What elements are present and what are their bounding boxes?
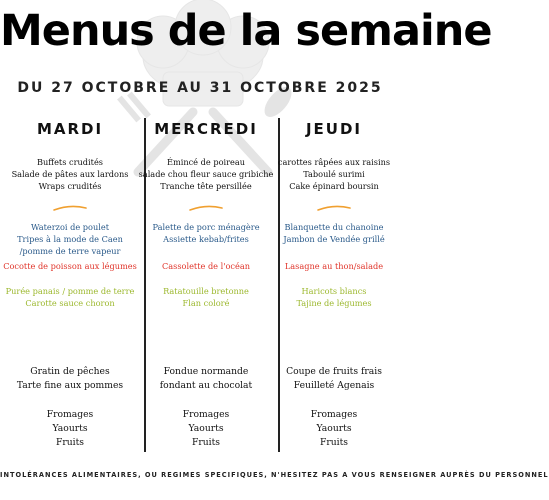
legumes-list <box>138 285 274 309</box>
dish-fromage: Fruits <box>319 437 349 448</box>
dish-entree: Cake épinard boursin <box>289 181 379 191</box>
dish-plat: Palette de porc ménagère <box>152 222 260 232</box>
legumes-list <box>2 285 138 309</box>
day-column-mercredi <box>138 118 274 448</box>
dish-special: Cassolette de l'océan <box>161 261 251 271</box>
dish-entree: Buffets crudités <box>36 157 104 167</box>
day-title: JEUDI <box>305 120 363 138</box>
dish-plat: Waterzoi de poulet <box>31 222 109 232</box>
entrees-list <box>2 156 138 192</box>
dish-dessert: fondant au chocolat <box>159 380 253 391</box>
dish-special: Cocotte de poisson aux légumes <box>3 261 137 271</box>
swash-divider-icon <box>188 204 224 212</box>
dish-entree: Salade de pâtes aux lardons <box>11 169 129 179</box>
special-dish <box>2 260 138 272</box>
dish-fromage: Fromages <box>310 409 358 420</box>
dish-fromage: Fromages <box>182 409 230 420</box>
dish-entree: carottes râpées aux raisins <box>277 157 391 167</box>
desserts-list <box>266 365 402 393</box>
fromages-list <box>266 408 402 450</box>
swash-divider-icon <box>52 204 88 212</box>
plats-list <box>2 221 138 257</box>
dish-special: Lasagne au thon/salade <box>284 261 384 271</box>
day-column-mardi <box>2 118 138 448</box>
fromages-list <box>2 408 138 450</box>
day-title: MERCREDI <box>154 120 258 138</box>
dish-legume: Carotte sauce choron <box>25 298 115 308</box>
dish-fromage: Fruits <box>55 437 85 448</box>
fromages-list <box>138 408 274 450</box>
dish-dessert: Tarte fine aux pommes <box>16 380 124 391</box>
plats-list <box>266 221 402 245</box>
legumes-list <box>266 285 402 309</box>
entrees-list <box>266 156 402 192</box>
dish-legume: Flan coloré <box>182 298 230 308</box>
desserts-list <box>2 365 138 393</box>
dish-entree: Taboulé surimi <box>303 169 365 179</box>
day-column-jeudi <box>266 118 402 448</box>
dish-fromage: Yaourts <box>188 423 224 434</box>
dish-plat: Jambon de Vendée grillé <box>283 234 385 244</box>
dish-dessert: Gratin de pêches <box>30 366 110 377</box>
dish-entree: Tranche tête persillée <box>160 181 252 191</box>
dish-legume: Ratatouille bretonne <box>163 286 249 296</box>
footer-notice: INTOLÉRANCES ALIMENTAIRES, OU REGIMES SPECIFIQUES, N'HESITEZ PAS A VOUS RENSEIGNER AUPRÈS DU PERSONNEL <box>0 471 549 479</box>
dish-entree: salade chou fleur sauce gribiche <box>138 169 274 179</box>
week-dates: DU 27 OCTOBRE AU 31 OCTOBRE 2025 <box>17 80 383 96</box>
day-title: MARDI <box>36 120 104 138</box>
plats-list <box>138 221 274 245</box>
dish-plat: Blanquette du chanoine <box>284 222 384 232</box>
special-dish <box>138 260 274 272</box>
dish-dessert: Feuilleté Agenais <box>293 380 375 391</box>
dish-entree: Émincé de poireau <box>166 157 246 167</box>
dish-plat: Tripes à la mode de Caen <box>17 234 123 244</box>
dish-fromage: Yaourts <box>52 423 88 434</box>
dish-plat: /pomme de terre vapeur <box>19 246 121 256</box>
page-title: Menus de la semaine <box>0 6 492 56</box>
dish-fromage: Yaourts <box>316 423 352 434</box>
desserts-list <box>138 365 274 393</box>
dish-legume: Haricots blancs <box>301 286 367 296</box>
dish-fromage: Fruits <box>191 437 221 448</box>
entrees-list <box>138 156 274 192</box>
dish-legume: Purée panais / pomme de terre <box>5 286 135 296</box>
dish-fromage: Fromages <box>46 409 94 420</box>
dish-legume: Tajine de légumes <box>296 298 372 308</box>
swash-divider-icon <box>316 204 352 212</box>
dish-entree: Wraps crudités <box>38 181 102 191</box>
dish-dessert: Coupe de fruits frais <box>286 366 382 377</box>
dish-dessert: Fondue normande <box>163 366 249 377</box>
special-dish <box>266 260 402 272</box>
dish-plat: Assiette kebab/frites <box>163 234 249 244</box>
